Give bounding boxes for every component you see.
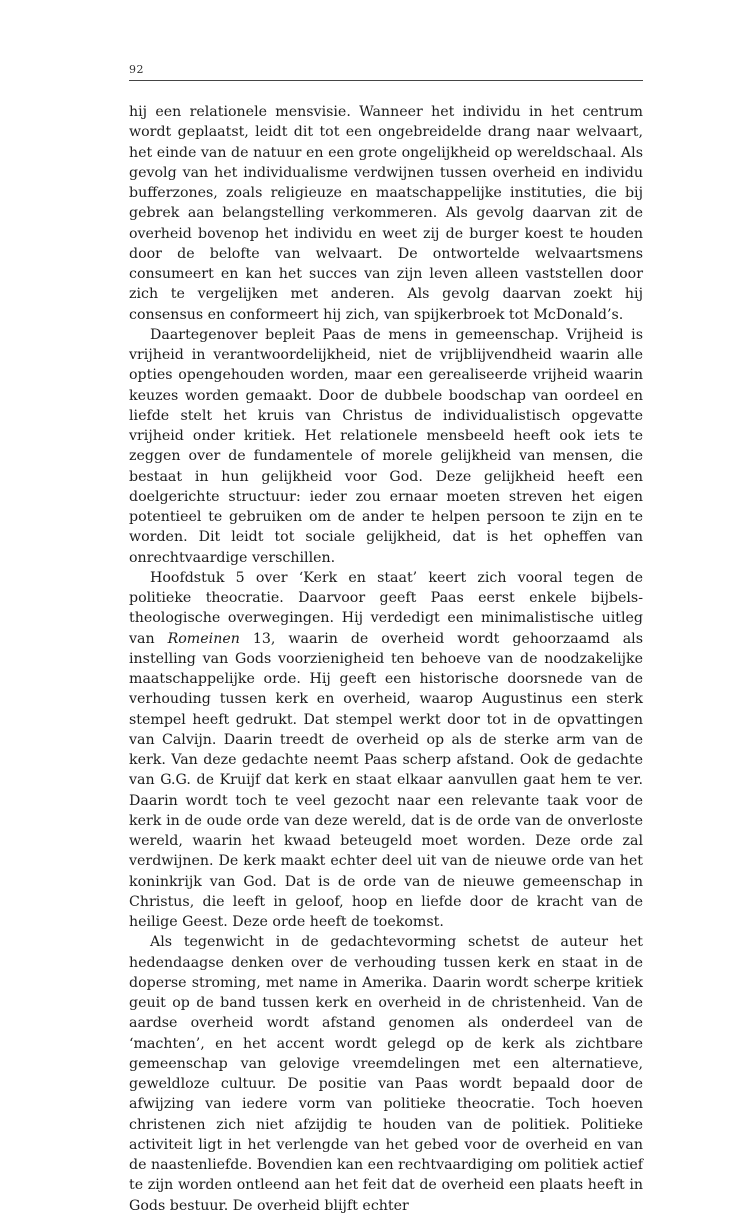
paragraph-1: hij een relationele mensvisie. Wanneer het individu in het centrum wordt geplaatst, leidt dit tot een ongebreidelde drang naar welvaart, het einde van de natuur en een grote ongelijkheid op wereldschaal. Als gevolg van het individualisme verdwijnen tussen overheid en individu bufferzones, zoals religieuze en maatschappelijke instituties, die bij gebrek aan belangstelling verkommeren. Als gevolg daarvan zit de overheid bovenop het individu en weet zij de burger koest te houden door de belofte van welvaart. De ontwortelde welvaartsmens consumeert en kan het succes van zijn leven alleen vaststellen door zich te vergelijken met anderen. Als gevolg daarvan zoekt hij consensus en conformeert hij zich, van spijkerbroek tot McDonald’s. (129, 104, 643, 323)
paragraph-3-text-before: Hoofdstuk 5 over ‘Kerk en staat’ keert zich vooral tegen de politieke theocratie. Daarvoor geeft Paas eerst enkele bijbels-theologische overwegingen. Hij verdedigt een minimalistische uitleg van (129, 569, 643, 647)
paragraph-3 (129, 568, 643, 933)
paragraph-3-text-after: 13, waarin de overheid wordt gehoorzaamd als instelling van Gods voorzienigheid ten behoeve van de noodzakelijke maatschappelijke orde. Hij geeft een historische doorsnede van de verhouding tussen kerk en overheid, waarop Augustinus een sterk stempel heeft gedrukt. Dat stempel werkt door tot in de opvattingen van Calvijn. Daarin treedt de overheid op als de sterke arm van de kerk. Van deze gedachte neemt Paas scherp afstand. Ook de gedachte van G.G. de Kruijf dat kerk en staat elkaar aanvullen gaat hem te ver. Daarin wordt toch te veel gezocht naar een relevante taak voor de kerk in de oude orde van deze wereld, dat is de orde van de onverloste wereld, waarin het kwaad beteugeld moet worden. Deze orde zal verdwijnen. De kerk maakt echter deel uit van de nieuwe orde van het koninkrijk van God. Dat is de orde van de nieuwe gemeenschap in Christus, die leeft in geloof, hoop en liefde door de kracht van de heilige Geest. Deze orde heeft de toekomst. (129, 630, 643, 930)
paragraph-4: Als tegenwicht in de gedachtevorming schetst de auteur het hedendaagse denken over de verhouding tussen kerk en staat in de doperse stroming, met name in Amerika. Daarin wordt scherpe kritiek geuit op de band tussen kerk en overheid in de christenheid. Van de aardse overheid wordt afstand genomen als onderdeel van de ‘machten’, en het accent wordt gelegd op de kerk als zichtbare gemeenschap van gelovige vreemdelingen met een alternatieve, geweldloze cultuur. De positie van Paas wordt bepaald door de afwijzing van iedere vorm van politieke theocratie. Toch hoeven christenen zich niet afzijdig te houden van de politiek. Politieke activiteit ligt in het verlengde van het gebed voor de overheid en van de naastenliefde. Bovendien kan een rechtvaardiging om politiek actief te zijn worden ontleend aan het feit dat de overheid een plaats heeft in Gods bestuur. De overheid blijft echter (129, 934, 643, 1214)
running-header (129, 60, 643, 82)
page-number: 92 (129, 63, 144, 76)
paragraph-2: Daartegenover bepleit Paas de mens in gemeenschap. Vrijheid is vrijheid in verantwoordelijkheid, niet de vrijblijvendheid waarin alle opties opengehouden worden, maar een gerealiseerde vrijheid waarin keuzes worden gemaakt. Door de dubbele boodschap van oordeel en liefde stelt het kruis van Christus de individualistisch opgevatte vrijheid onder kritiek. Het relationele mensbeeld heeft ook iets te zeggen over de fundamentele of morele gelijkheid van mensen, die bestaat in hun gelijkheid voor God. Deze gelijkheid heeft een doelgerichte structuur: ieder zou ernaar moeten streven het eigen potentieel te gebruiken om de ander te helpen persoon te zijn en te worden. Dit leidt tot sociale gelijkheid, dat is het opheffen van onrechtvaardige verschillen. (129, 326, 643, 566)
header-rule (129, 80, 643, 81)
italic-book-title: Romeinen (167, 630, 240, 647)
body-text (129, 102, 643, 1216)
